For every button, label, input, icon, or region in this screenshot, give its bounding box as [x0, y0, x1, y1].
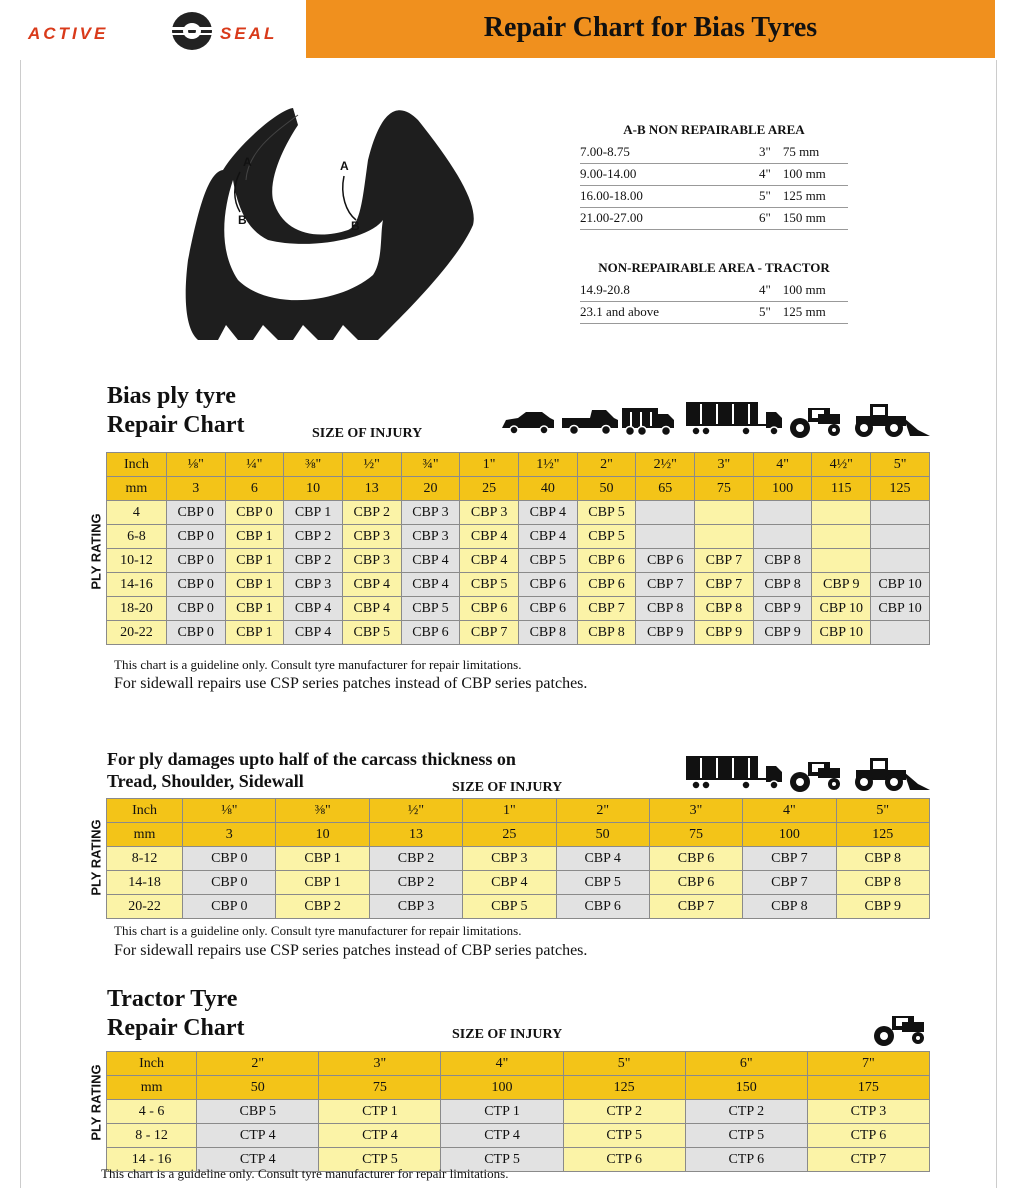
inch-header-cell: 4½": [812, 453, 871, 477]
repair-cell: CBP 4: [401, 549, 460, 573]
ply-rating-cell: 6-8: [107, 525, 167, 549]
area-cell: 14.9-20.8: [580, 280, 742, 302]
mm-label: mm: [107, 1076, 197, 1100]
repair-cell: CTP 1: [319, 1100, 441, 1124]
tractor-repair-table: [106, 1051, 930, 1172]
repair-cell: CBP 0: [166, 621, 225, 645]
repair-cell: CTP 6: [685, 1148, 807, 1172]
mm-header-cell: 13: [369, 823, 462, 847]
repair-cell: CTP 5: [441, 1148, 563, 1172]
repair-cell: CBP 5: [342, 621, 401, 645]
repair-cell: CBP 1: [284, 501, 343, 525]
ply-rating-cell: 18-20: [107, 597, 167, 621]
inch-header-cell: ½": [369, 799, 462, 823]
area-row: [580, 164, 848, 186]
repair-cell: CBP 4: [463, 871, 556, 895]
repair-cell: CTP 2: [563, 1100, 685, 1124]
mm-header-cell: 10: [284, 477, 343, 501]
pickup-icon: [562, 410, 618, 435]
repair-cell: CBP 0: [166, 525, 225, 549]
repair-cell: CBP 8: [836, 847, 929, 871]
ply-rating-cell: 20-22: [107, 621, 167, 645]
repair-cell: [695, 525, 754, 549]
header-row-mm: [107, 1076, 930, 1100]
repair-cell: CBP 10: [812, 597, 871, 621]
vehicle-icons-row-2: [686, 752, 932, 794]
repair-cell: CTP 5: [563, 1124, 685, 1148]
repair-cell: CBP 7: [743, 847, 836, 871]
repair-cell: CBP 0: [166, 549, 225, 573]
mm-header-cell: 150: [685, 1076, 807, 1100]
diagram-label-a-left: A: [243, 155, 252, 169]
ply-chart-title-line1: For ply damages upto half of the carcass thickness on: [107, 749, 516, 769]
area-cell: 100 mm: [771, 280, 848, 302]
repair-cell: CBP 3: [342, 525, 401, 549]
repair-cell: CBP 10: [871, 573, 930, 597]
inch-label: Inch: [107, 453, 167, 477]
area-cell: 16.00-18.00: [580, 186, 742, 208]
bias-note-guideline: This chart is a guideline only. Consult tyre manufacturer for repair limitations.: [114, 657, 522, 672]
repair-cell: CBP 2: [342, 501, 401, 525]
ply-rating-cell: 20-22: [107, 895, 183, 919]
inch-header-cell: ½": [342, 453, 401, 477]
repair-cell: CBP 2: [369, 871, 462, 895]
repair-cell: CBP 4: [518, 525, 577, 549]
repair-cell: CBP 10: [871, 597, 930, 621]
table-row: [107, 1124, 930, 1148]
inch-label: Inch: [107, 1052, 197, 1076]
mm-header-cell: 75: [649, 823, 742, 847]
repair-cell: CBP 2: [284, 549, 343, 573]
area-cell: 125 mm: [771, 302, 848, 324]
repair-cell: CBP 8: [836, 871, 929, 895]
tractor-area-table: [580, 280, 848, 324]
ply-rating-cell: 10-12: [107, 549, 167, 573]
ply-note-guideline: This chart is a guideline only. Consult tyre manufacturer for repair limitations.: [114, 923, 522, 938]
inch-header-cell: 2": [556, 799, 649, 823]
repair-cell: CBP 7: [695, 549, 754, 573]
mm-label: mm: [107, 823, 183, 847]
repair-cell: CBP 7: [743, 871, 836, 895]
inch-header-cell: ⅜": [276, 799, 369, 823]
header-row-mm: [107, 823, 930, 847]
repair-cell: CBP 10: [812, 621, 871, 645]
repair-cell: CBP 4: [556, 847, 649, 871]
ply-rating-cell: 14-16: [107, 573, 167, 597]
brand-logo: [20, 8, 305, 56]
tractor-chart-title-line2: Repair Chart: [107, 1015, 245, 1041]
title-bar: [306, 0, 995, 58]
tractor-area-title: NON-REPAIRABLE AREA - TRACTOR: [598, 260, 830, 275]
mm-header-cell: 50: [197, 1076, 319, 1100]
ply-note-sidewall: For sidewall repairs use CSP series patches instead of CBP series patches.: [114, 942, 588, 959]
loader-icon: [855, 404, 930, 437]
area-cell: 125 mm: [771, 186, 848, 208]
ply-ply-rating-label: PLY RATING: [88, 819, 104, 896]
ply-rating-cell: 14-18: [107, 871, 183, 895]
tractor-icon: [872, 1006, 932, 1048]
repair-cell: CBP 6: [649, 847, 742, 871]
repair-cell: [636, 525, 695, 549]
repair-cell: CBP 9: [836, 895, 929, 919]
repair-cell: [871, 621, 930, 645]
tractor-ply-rating-label: PLY RATING: [88, 1064, 104, 1141]
tractor-icon: [790, 762, 840, 792]
area-cell: 5": [742, 302, 771, 324]
repair-cell: CTP 4: [441, 1124, 563, 1148]
area-row: [580, 302, 848, 324]
repair-cell: CBP 8: [636, 597, 695, 621]
repair-cell: CBP 6: [636, 549, 695, 573]
ab-area-title: A-B NON REPAIRABLE AREA: [623, 122, 805, 137]
inch-header-cell: ⅛": [183, 799, 276, 823]
repair-cell: CBP 8: [753, 549, 812, 573]
table-row: [107, 895, 930, 919]
repair-cell: [753, 525, 812, 549]
area-row: [580, 208, 848, 230]
inch-header-cell: 4": [441, 1052, 563, 1076]
repair-cell: [812, 549, 871, 573]
repair-cell: CTP 6: [563, 1148, 685, 1172]
repair-cell: CTP 5: [685, 1124, 807, 1148]
repair-cell: CBP 4: [284, 597, 343, 621]
ply-rating-cell: 8-12: [107, 847, 183, 871]
repair-cell: CBP 3: [401, 525, 460, 549]
repair-cell: CBP 9: [812, 573, 871, 597]
ply-rating-cell: 4: [107, 501, 167, 525]
mm-header-cell: 13: [342, 477, 401, 501]
repair-cell: CBP 7: [695, 573, 754, 597]
repair-cell: CTP 4: [319, 1124, 441, 1148]
inch-header-cell: ¾": [401, 453, 460, 477]
repair-cell: CTP 4: [197, 1124, 319, 1148]
inch-header-cell: 2": [577, 453, 636, 477]
repair-cell: CBP 4: [460, 525, 519, 549]
car-icon: [502, 412, 554, 434]
table-row: [107, 621, 930, 645]
repair-cell: CTP 1: [441, 1100, 563, 1124]
repair-cell: CBP 1: [225, 597, 284, 621]
repair-cell: [812, 501, 871, 525]
inch-header-cell: ¼": [225, 453, 284, 477]
repair-cell: [753, 501, 812, 525]
inch-header-cell: ⅛": [166, 453, 225, 477]
mm-header-cell: 100: [743, 823, 836, 847]
area-row: [580, 186, 848, 208]
bias-ply-rating-label: PLY RATING: [88, 513, 104, 590]
inch-label: Inch: [107, 799, 183, 823]
area-row: [580, 142, 848, 164]
repair-cell: CBP 7: [460, 621, 519, 645]
repair-cell: CBP 6: [401, 621, 460, 645]
repair-cell: CBP 3: [284, 573, 343, 597]
mm-header-cell: 6: [225, 477, 284, 501]
page-title: Repair Chart for Bias Tyres: [483, 12, 818, 43]
mm-header-cell: 125: [871, 477, 930, 501]
table-row: [107, 573, 930, 597]
repair-cell: CBP 6: [518, 573, 577, 597]
repair-cell: CTP 3: [807, 1100, 929, 1124]
repair-cell: CBP 6: [649, 871, 742, 895]
ply-rating-cell: 14 - 16: [107, 1148, 197, 1172]
repair-cell: CBP 5: [463, 895, 556, 919]
table-row: [107, 501, 930, 525]
repair-cell: CTP 2: [685, 1100, 807, 1124]
mm-header-cell: 100: [441, 1076, 563, 1100]
mm-header-cell: 3: [183, 823, 276, 847]
ply-chart-title-line2: Tread, Shoulder, Sidewall: [107, 771, 304, 791]
header-row-inch: [107, 799, 930, 823]
mm-header-cell: 25: [460, 477, 519, 501]
tractor-chart-title-line1: Tractor Tyre: [107, 986, 238, 1012]
repair-cell: CTP 7: [807, 1148, 929, 1172]
repair-cell: CBP 5: [577, 501, 636, 525]
repair-cell: CBP 7: [636, 573, 695, 597]
repair-cell: CBP 1: [225, 549, 284, 573]
mm-header-cell: 125: [563, 1076, 685, 1100]
trailer-truck-icon: [686, 402, 782, 435]
bias-chart-title-line1: Bias ply tyre: [107, 383, 236, 409]
area-cell: 21.00-27.00: [580, 208, 742, 230]
area-cell: 7.00-8.75: [580, 142, 742, 164]
repair-cell: CBP 8: [518, 621, 577, 645]
repair-cell: CBP 7: [649, 895, 742, 919]
mm-header-cell: 20: [401, 477, 460, 501]
table-row: [107, 549, 930, 573]
repair-cell: [871, 525, 930, 549]
mm-header-cell: 75: [319, 1076, 441, 1100]
repair-cell: CTP 4: [197, 1148, 319, 1172]
mm-header-cell: 115: [812, 477, 871, 501]
tyre-cross-section-diagram: [178, 100, 478, 350]
area-cell: 5": [742, 186, 771, 208]
table-row: [107, 871, 930, 895]
bias-size-label: SIZE OF INJURY: [312, 426, 423, 441]
table-row: [107, 847, 930, 871]
ab-area-table: [580, 142, 848, 230]
table-row: [107, 1100, 930, 1124]
logo-text-left: ACTIVE: [28, 24, 109, 43]
repair-cell: CBP 6: [577, 549, 636, 573]
bias-repair-table: [106, 452, 930, 645]
tractor-note-guideline: This chart is a guideline only. Consult tyre manufacturer for repair limitations.: [101, 1166, 509, 1181]
repair-cell: CBP 3: [369, 895, 462, 919]
diagram-label-a-right: A: [340, 159, 349, 173]
inch-header-cell: 7": [807, 1052, 929, 1076]
inch-header-cell: ⅜": [284, 453, 343, 477]
repair-cell: CBP 3: [401, 501, 460, 525]
repair-cell: CTP 5: [319, 1148, 441, 1172]
repair-cell: CBP 0: [166, 573, 225, 597]
repair-cell: CBP 4: [342, 573, 401, 597]
repair-cell: CBP 1: [225, 621, 284, 645]
mm-header-cell: 65: [636, 477, 695, 501]
area-cell: 75 mm: [771, 142, 848, 164]
repair-cell: CBP 5: [556, 871, 649, 895]
area-cell: 6": [742, 208, 771, 230]
tyre-logo-icon: [170, 10, 214, 52]
repair-cell: CBP 3: [460, 501, 519, 525]
inch-header-cell: 6": [685, 1052, 807, 1076]
repair-cell: [812, 525, 871, 549]
mm-header-cell: 40: [518, 477, 577, 501]
inch-header-cell: 3": [319, 1052, 441, 1076]
area-cell: 4": [742, 164, 771, 186]
repair-cell: CBP 9: [636, 621, 695, 645]
inch-header-cell: 3": [695, 453, 754, 477]
trailer-truck-icon: [686, 756, 782, 789]
tractor-icon: [790, 408, 840, 438]
repair-cell: CBP 5: [577, 525, 636, 549]
area-cell: 150 mm: [771, 208, 848, 230]
repair-cell: CBP 5: [197, 1100, 319, 1124]
area-cell: 100 mm: [771, 164, 848, 186]
diagram-label-b-left: B: [238, 213, 247, 227]
mm-header-cell: 50: [556, 823, 649, 847]
repair-cell: CBP 8: [695, 597, 754, 621]
table-row: [107, 525, 930, 549]
repair-cell: CTP 6: [807, 1124, 929, 1148]
repair-cell: CBP 8: [753, 573, 812, 597]
inch-header-cell: 1": [463, 799, 556, 823]
inch-header-cell: 5": [563, 1052, 685, 1076]
ply-rating-cell: 4 - 6: [107, 1100, 197, 1124]
repair-cell: CBP 2: [284, 525, 343, 549]
repair-cell: CBP 4: [342, 597, 401, 621]
ply-damage-repair-table: [106, 798, 930, 919]
bias-note-sidewall: For sidewall repairs use CSP series patches instead of CBP series patches.: [114, 675, 588, 692]
mm-label: mm: [107, 477, 167, 501]
bias-chart-title: [107, 382, 245, 440]
table-row: [107, 597, 930, 621]
area-cell: 4": [742, 280, 771, 302]
inch-header-cell: 2": [197, 1052, 319, 1076]
repair-cell: CBP 8: [743, 895, 836, 919]
repair-cell: CBP 1: [225, 573, 284, 597]
tractor-chart-title: [107, 985, 245, 1043]
inch-header-cell: 1": [460, 453, 519, 477]
repair-cell: CBP 6: [556, 895, 649, 919]
repair-cell: CBP 0: [166, 597, 225, 621]
repair-cell: CBP 9: [753, 621, 812, 645]
repair-cell: CBP 3: [463, 847, 556, 871]
tractor-size-label: SIZE OF INJURY: [452, 1027, 563, 1042]
repair-cell: CBP 9: [695, 621, 754, 645]
repair-cell: CBP 3: [342, 549, 401, 573]
repair-cell: CBP 6: [577, 573, 636, 597]
ply-size-label: SIZE OF INJURY: [452, 780, 563, 795]
repair-cell: CBP 4: [518, 501, 577, 525]
repair-cell: CBP 5: [460, 573, 519, 597]
inch-header-cell: 2½": [636, 453, 695, 477]
header-row-inch: [107, 1052, 930, 1076]
repair-cell: CBP 0: [183, 895, 276, 919]
repair-cell: CBP 6: [460, 597, 519, 621]
repair-cell: CBP 2: [369, 847, 462, 871]
repair-cell: CBP 0: [225, 501, 284, 525]
repair-cell: CBP 0: [183, 871, 276, 895]
repair-cell: CBP 6: [518, 597, 577, 621]
mm-header-cell: 50: [577, 477, 636, 501]
area-cell: 3": [742, 142, 771, 164]
inch-header-cell: 1½": [518, 453, 577, 477]
area-row: [580, 280, 848, 302]
repair-cell: CBP 5: [518, 549, 577, 573]
repair-cell: CBP 4: [460, 549, 519, 573]
inch-header-cell: 3": [649, 799, 742, 823]
inch-header-cell: 4": [743, 799, 836, 823]
inch-header-cell: 5": [836, 799, 929, 823]
repair-cell: CBP 0: [166, 501, 225, 525]
mm-header-cell: 125: [836, 823, 929, 847]
repair-cell: [871, 501, 930, 525]
vehicle-icons-row: [500, 398, 932, 440]
repair-cell: [871, 549, 930, 573]
repair-cell: CBP 1: [276, 871, 369, 895]
inch-header-cell: 5": [871, 453, 930, 477]
repair-cell: CBP 1: [225, 525, 284, 549]
repair-cell: CBP 5: [401, 597, 460, 621]
area-cell: 9.00-14.00: [580, 164, 742, 186]
mm-header-cell: 3: [166, 477, 225, 501]
repair-cell: CBP 8: [577, 621, 636, 645]
mm-header-cell: 10: [276, 823, 369, 847]
header: [0, 0, 1013, 60]
inch-header-cell: 4": [753, 453, 812, 477]
repair-cell: CBP 2: [276, 895, 369, 919]
ply-rating-cell: 8 - 12: [107, 1124, 197, 1148]
mm-header-cell: 75: [695, 477, 754, 501]
bias-chart-title-line2: Repair Chart: [107, 412, 245, 438]
repair-cell: CBP 9: [753, 597, 812, 621]
loader-icon: [855, 758, 930, 791]
mm-header-cell: 25: [463, 823, 556, 847]
truck-icon: [622, 408, 674, 436]
repair-cell: CBP 0: [183, 847, 276, 871]
diagram-label-b-right: B: [351, 219, 360, 233]
area-cell: 23.1 and above: [580, 302, 742, 324]
mm-header-cell: 175: [807, 1076, 929, 1100]
repair-cell: [695, 501, 754, 525]
repair-cell: CBP 4: [401, 573, 460, 597]
header-row-mm: [107, 477, 930, 501]
repair-cell: [636, 501, 695, 525]
repair-cell: CBP 4: [284, 621, 343, 645]
repair-cell: CBP 1: [276, 847, 369, 871]
mm-header-cell: 100: [753, 477, 812, 501]
header-row-inch: [107, 453, 930, 477]
repair-cell: CBP 7: [577, 597, 636, 621]
logo-text-right: SEAL: [220, 24, 278, 43]
